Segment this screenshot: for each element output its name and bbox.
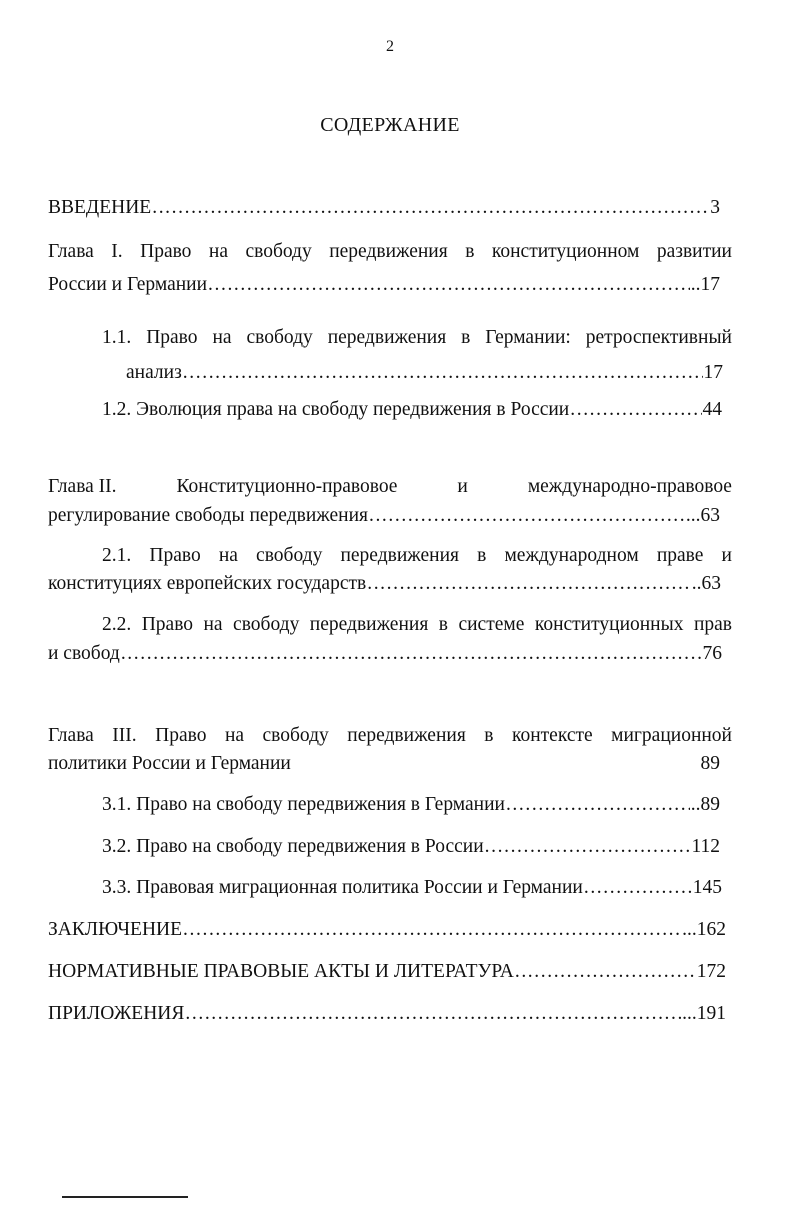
dot-leader (185, 1002, 681, 1026)
toc-page-number: ...63 (685, 505, 720, 526)
toc-chapter-2-word: Глава II. (48, 476, 117, 497)
toc-chapter-2-line1[interactable] (48, 475, 732, 499)
toc-entry-label: ЗАКЛЮЧЕНИЕ (48, 919, 183, 940)
toc-section-2-2-line1[interactable]: 2.2. Право на свободу передвижения в системе конституционных прав (102, 614, 732, 635)
dot-leader (570, 398, 701, 422)
toc-section-3-1[interactable] (102, 793, 720, 817)
dot-leader (183, 918, 681, 942)
toc-section-1-1-line2[interactable] (126, 361, 723, 385)
toc-chapter-2-line2[interactable] (48, 504, 720, 528)
toc-page-number: 112 (691, 836, 720, 857)
toc-chapter-3-line2[interactable] (48, 752, 720, 776)
toc-chapter-2-word: Конституционно-правовое (176, 476, 398, 497)
toc-section-3-2[interactable] (102, 835, 720, 859)
toc-section-1-1-line1[interactable]: 1.1. Право на свободу передвижения в Германии: ретроспективный (102, 327, 732, 348)
toc-page-number: ...191 (682, 1003, 726, 1024)
dot-leader (183, 361, 703, 385)
toc-section-1-2[interactable] (102, 398, 722, 422)
footnote-divider (62, 1196, 188, 1198)
toc-entry-label: 3.2. Право на свободу передвижения в России (102, 836, 484, 857)
toc-chapter-1-line2[interactable] (48, 273, 720, 297)
toc-entry-introduction[interactable] (48, 196, 720, 220)
toc-page-number: ..63 (691, 573, 721, 594)
toc-entry-label: России и Германии (48, 274, 208, 295)
toc-entry-label: 1.2. Эволюция права на свободу передвижения в России (102, 399, 570, 420)
toc-page-number: 17 (703, 362, 723, 383)
toc-page-number: 3 (710, 197, 720, 218)
dot-leader (584, 876, 692, 900)
toc-chapter-1-line1[interactable]: Глава I. Право на свободу передвижения в конституционном развитии (48, 241, 732, 262)
toc-section-2-1-line2[interactable] (48, 572, 721, 596)
toc-chapter-2-word: и (457, 476, 468, 497)
toc-entry-label: политики России и Германии (48, 753, 291, 774)
toc-entry-label: и свобод (48, 643, 120, 664)
dot-leader (121, 642, 702, 666)
toc-entry-label: 3.3. Правовая миграционная политика России и Германии (102, 877, 583, 898)
toc-chapter-2-word: международно-правовое (527, 476, 732, 497)
toc-page-number: 172 (696, 961, 726, 982)
toc-section-2-1-line1[interactable]: 2.1. Право на свободу передвижения в международном праве и (102, 545, 732, 566)
toc-entry-conclusion[interactable] (48, 918, 726, 942)
toc-page-number: 44 (702, 399, 722, 420)
dot-leader (367, 572, 691, 596)
toc-entry-label: конституциях европейских государств (48, 573, 367, 594)
toc-section-2-2-line2[interactable] (48, 642, 722, 666)
page-number: 2 (386, 38, 394, 55)
toc-chapter-3-line1[interactable]: Глава III. Право на свободу передвижения в контексте миграционной (48, 725, 732, 746)
toc-section-3-3[interactable] (102, 876, 722, 900)
toc-page-number: 89 (700, 753, 720, 774)
toc-entry-label: ПРИЛОЖЕНИЯ (48, 1003, 185, 1024)
toc-page-number: ..17 (690, 274, 720, 295)
dot-leader (485, 835, 691, 859)
dot-leader (369, 504, 685, 528)
toc-page-number: ..89 (690, 794, 720, 815)
toc-page-number: 76 (702, 643, 722, 664)
dot-leader (506, 793, 690, 817)
toc-entry-references[interactable] (48, 960, 726, 984)
toc-page-number: ...162 (682, 919, 726, 940)
toc-entry-appendices[interactable] (48, 1002, 726, 1026)
toc-entry-label: НОРМАТИВНЫЕ ПРАВОВЫЕ АКТЫ И ЛИТЕРАТУРА (48, 961, 514, 982)
toc-entry-label: ВВЕДЕНИЕ (48, 197, 152, 218)
toc-entry-label: регулирование свободы передвижения (48, 505, 368, 526)
toc-entry-label: 3.1. Право на свободу передвижения в Германии (102, 794, 505, 815)
toc-entry-label: анализ (126, 362, 182, 383)
dot-leader (152, 196, 709, 220)
toc-page-number: 145 (692, 877, 722, 898)
dot-leader (208, 273, 690, 297)
dot-leader (515, 960, 696, 984)
page-title: СОДЕРЖАНИЕ (320, 114, 460, 136)
